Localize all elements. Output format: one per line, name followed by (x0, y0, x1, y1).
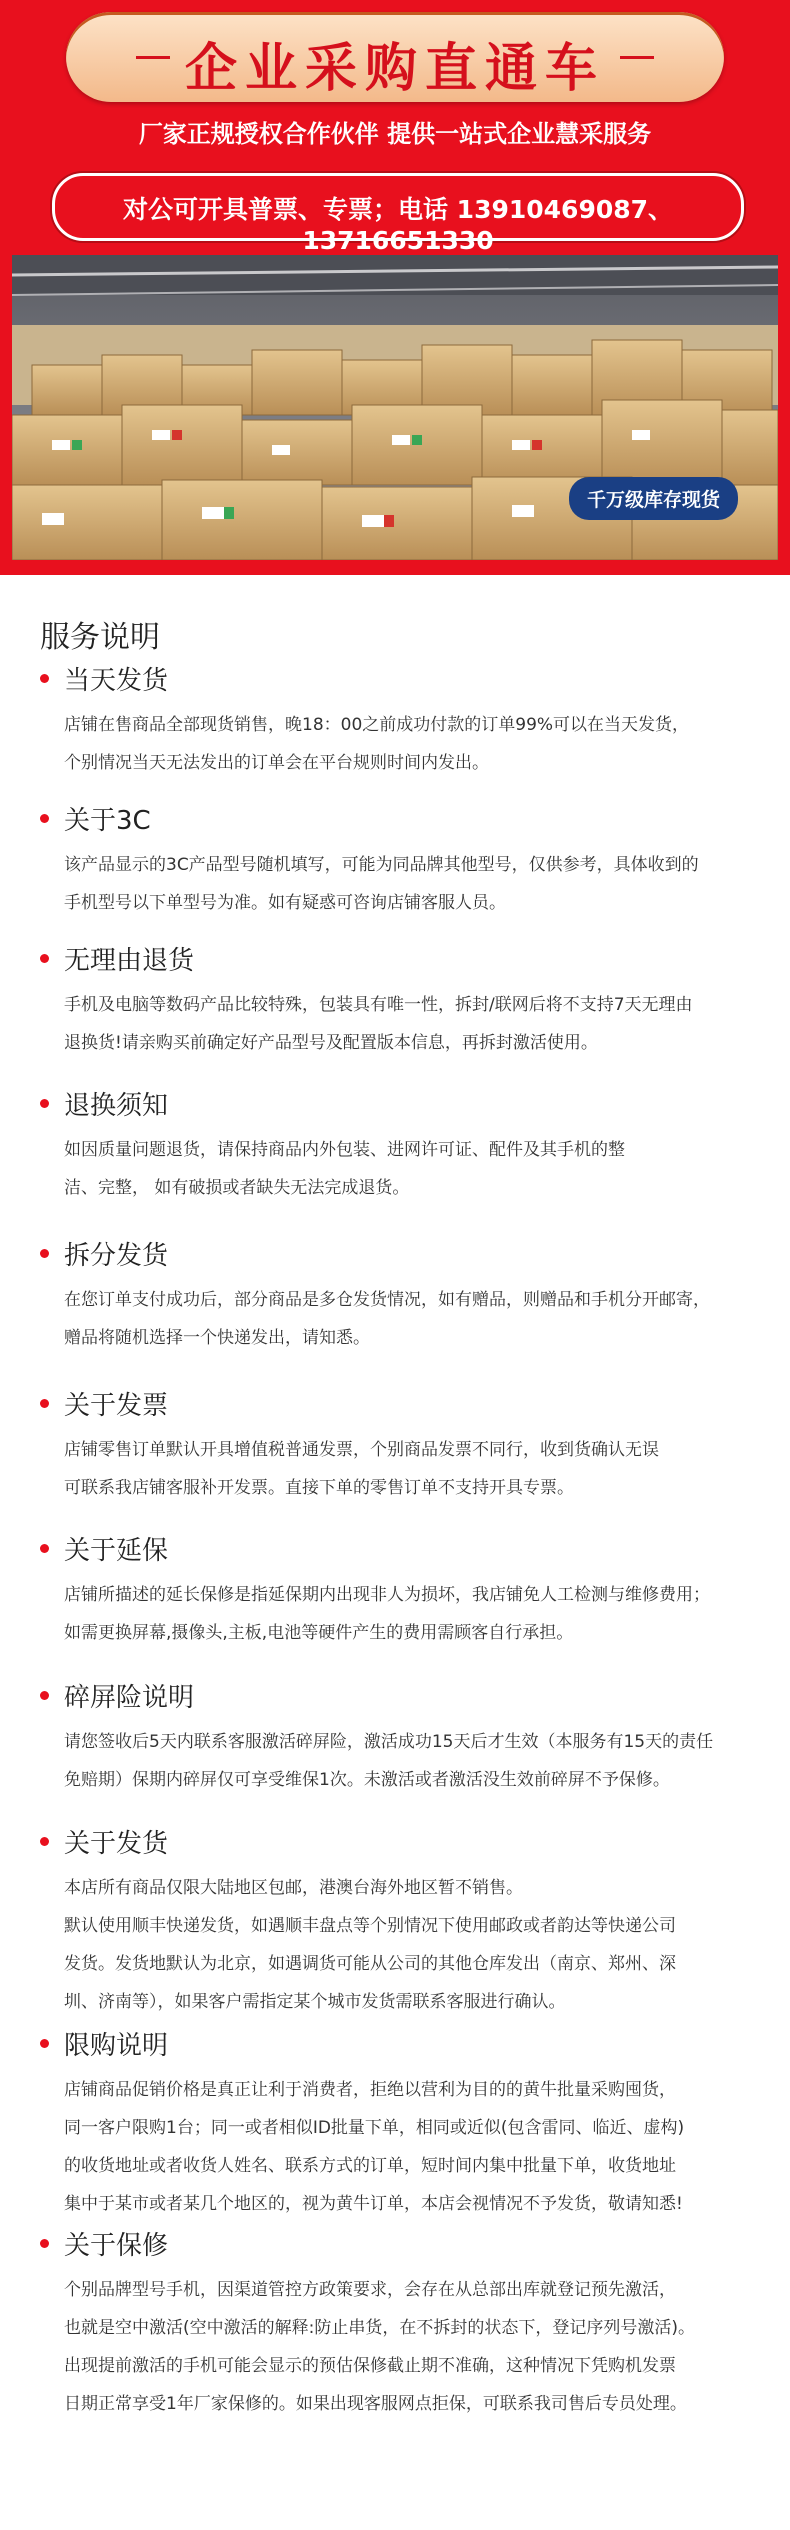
service-item-head (40, 2025, 760, 2061)
bullet-dot-icon (40, 814, 49, 823)
bullet-dot-icon (40, 1837, 49, 1846)
bullet-dot-icon (40, 1399, 49, 1408)
service-item-line: 也就是空中激活(空中激活的解释:防止串货，在不拆封的状态下，登记序列号激活)。 (64, 2318, 695, 2338)
service-item (40, 660, 760, 782)
service-item-title: 关于保修 (64, 2231, 169, 2261)
service-item (40, 2025, 760, 2223)
service-item-title: 限购说明 (64, 2031, 169, 2061)
banner-subtitle: 厂家正规授权合作伙伴 提供一站式企业慧采服务 (138, 120, 652, 148)
service-item-line: 店铺商品促销价格是真正让利于消费者，拒绝以营利为目的的黄牛批量采购囤货， (64, 2080, 676, 2100)
service-item-line: 本店所有商品仅限大陆地区包邮，港澳台海外地区暂不销售。 (64, 1878, 523, 1898)
service-item (40, 1085, 760, 1207)
service-item-title: 碎屏险说明 (64, 1683, 195, 1713)
service-item-body (64, 1431, 760, 1507)
service-item-head (40, 1823, 760, 1859)
service-item-body (64, 1281, 760, 1357)
service-item (40, 1530, 760, 1652)
service-item-title: 无理由退货 (64, 946, 195, 976)
service-item-body (64, 846, 760, 922)
service-item-line: 该产品显示的3C产品型号随机填写，可能为同品牌其他型号，仅供参考，具体收到的 (64, 855, 699, 875)
contact-text: 对公可开具普票、专票；电话 13910469087、13716651330 (122, 195, 674, 255)
service-item-head (40, 1085, 760, 1121)
service-item-line: 洁、完整， 如有破损或者缺失无法完成退货。 (64, 1178, 410, 1198)
bullet-dot-icon (40, 2239, 49, 2248)
service-item-head (40, 940, 760, 976)
service-item (40, 800, 760, 922)
service-item-body (64, 1131, 760, 1207)
stock-badge: 千万级库存现货 (569, 477, 738, 520)
service-item-title: 当天发货 (64, 666, 169, 696)
bullet-dot-icon (40, 2039, 49, 2048)
service-item-head (40, 2225, 760, 2261)
service-item-line: 同一客户限购1台；同一或者相似ID批量下单，相同或近似(包含雷同、临近、虚构) (64, 2118, 685, 2138)
bullet-dot-icon (40, 1691, 49, 1700)
service-item-body (64, 2271, 760, 2423)
service-item (40, 1235, 760, 1357)
service-item (40, 940, 760, 1062)
service-item (40, 1677, 760, 1799)
service-item-line: 日期正常享受1年厂家保修的。如果出现客服网点拒保，可联系我司售后专员处理。 (64, 2394, 687, 2414)
bullet-dot-icon (40, 1249, 49, 1258)
service-item-line: 请您签收后5天内联系客服激活碎屏险，激活成功15天后才生效（本服务有15天的责任 (64, 1732, 714, 1752)
service-item-title: 关于3C (64, 806, 151, 836)
promo-banner (0, 0, 790, 575)
service-item-body (64, 1723, 760, 1799)
bullet-dot-icon (40, 954, 49, 963)
service-item-head (40, 1677, 760, 1713)
section-title: 服务说明 (40, 620, 160, 655)
bullet-dot-icon (40, 1099, 49, 1108)
service-item-head (40, 1235, 760, 1271)
service-item-head (40, 1385, 760, 1421)
bullet-dot-icon (40, 1544, 49, 1553)
service-item-line: 可联系我店铺客服补开发票。直接下单的零售订单不支持开具专票。 (64, 1478, 574, 1498)
service-item-body (64, 1576, 760, 1652)
service-item-line: 集中于某市或者某几个地区的，视为黄牛订单，本店会视情况不予发货，敬请知悉! (64, 2194, 683, 2214)
service-item-body (64, 706, 760, 782)
banner-title-pill (66, 12, 724, 102)
service-item-head (40, 1530, 760, 1566)
service-item-line: 圳、济南等），如果客户需指定某个城市发货需联系客服进行确认。 (64, 1992, 566, 2012)
service-item-line: 出现提前激活的手机可能会显示的预估保修截止期不准确，这种情况下凭购机发票 (64, 2356, 676, 2376)
bullet-dot-icon (40, 674, 49, 683)
service-item-title: 拆分发货 (64, 1241, 169, 1271)
service-item-title: 退换须知 (64, 1091, 169, 1121)
service-item-line: 手机型号以下单型号为准。如有疑惑可咨询店铺客服人员。 (64, 893, 506, 913)
service-item-line: 店铺零售订单默认开具增值税普通发票，个别商品发票不同行，收到货确认无误 (64, 1440, 659, 1460)
service-item (40, 1385, 760, 1507)
service-item-title: 关于发货 (64, 1829, 169, 1859)
service-item-body (64, 1869, 760, 2021)
service-item-title: 关于发票 (64, 1391, 169, 1421)
service-item-line: 手机及电脑等数码产品比较特殊，包装具有唯一性，拆封/联网后将不支持7天无理由 (64, 995, 693, 1015)
service-item-line: 的收货地址或者收货人姓名、联系方式的订单，短时间内集中批量下单，收货地址 (64, 2156, 676, 2176)
service-item-line: 店铺在售商品全部现货销售，晚18：00之前成功付款的订单99%可以在当天发货， (64, 715, 690, 735)
service-item-line: 在您订单支付成功后，部分商品是多仓发货情况，如有赠品，则赠品和手机分开邮寄， (64, 1290, 710, 1310)
service-item-line: 个别品牌型号手机，因渠道管控方政策要求，会存在从总部出库就登记预先激活， (64, 2280, 676, 2300)
banner-title: 企业采购直通车 (184, 39, 605, 99)
service-item (40, 1823, 760, 2021)
service-item-line: 个别情况当天无法发出的订单会在平台规则时间内发出。 (64, 753, 489, 773)
contact-pill (52, 173, 744, 255)
service-item-line: 退换货!请亲购买前确定好产品型号及配置版本信息，再拆封激活使用。 (64, 1033, 598, 1053)
service-item-line: 免赔期）保期内碎屏仅可享受维保1次。未激活或者激活没生效前碎屏不予保修。 (64, 1770, 670, 1790)
service-item (40, 2225, 760, 2423)
service-item-line: 赠品将随机选择一个快递发出，请知悉。 (64, 1328, 370, 1348)
service-item-head (40, 800, 760, 836)
service-item-line: 默认使用顺丰快递发货，如遇顺丰盘点等个别情况下使用邮政或者韵达等快递公司 (64, 1916, 676, 1936)
service-item-line: 如因质量问题退货，请保持商品内外包装、进网许可证、配件及其手机的整 (64, 1140, 625, 1160)
service-item-head (40, 660, 760, 696)
title-dash-right (620, 56, 654, 59)
service-item-line: 店铺所描述的延长保修是指延保期内出现非人为损坏，我店铺免人工检测与维修费用； (64, 1585, 710, 1605)
service-item-title: 关于延保 (64, 1536, 169, 1566)
service-item-body (64, 2071, 760, 2223)
service-item-line: 发货。发货地默认为北京，如遇调货可能从公司的其他仓库发出（南京、郑州、深 (64, 1954, 676, 1974)
service-item-line: 如需更换屏幕,摄像头,主板,电池等硬件产生的费用需顾客自行承担。 (64, 1623, 574, 1643)
service-item-body (64, 986, 760, 1062)
